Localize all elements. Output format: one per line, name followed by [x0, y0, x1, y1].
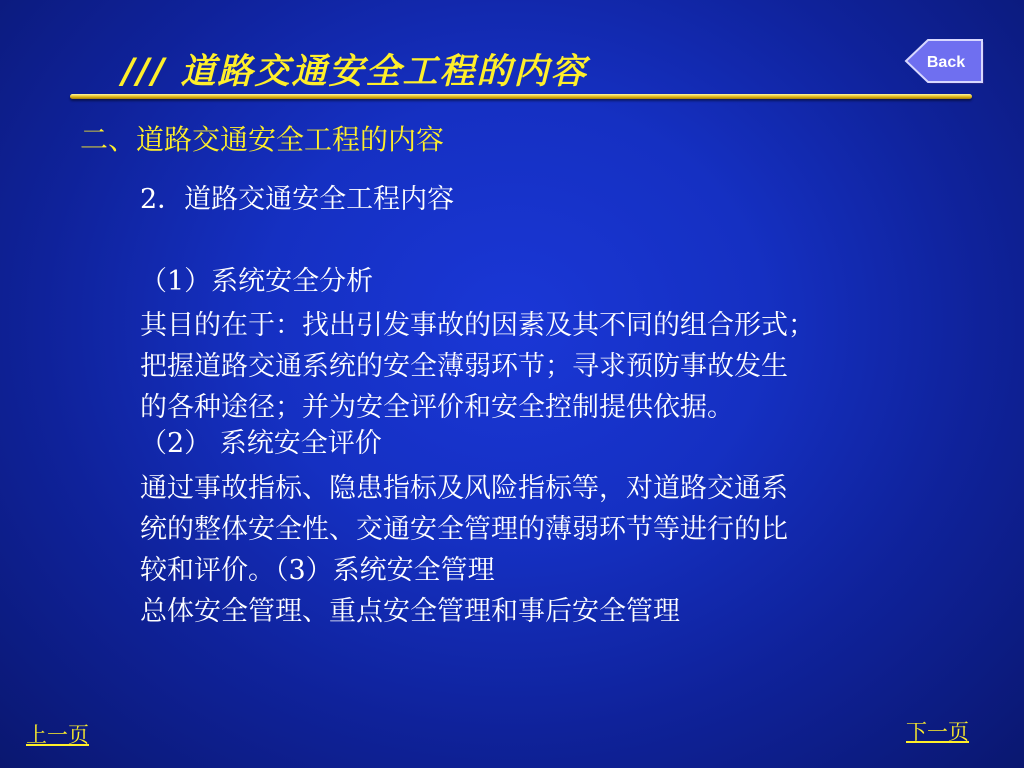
back-button-label: Back	[926, 54, 966, 71]
item2-title: （2） 系统安全评价	[140, 428, 382, 459]
item2-line: 较和评价。（3）系统安全管理	[140, 555, 495, 586]
item1-line: 的各种途径；并为安全评价和安全控制提供依据。	[140, 392, 734, 423]
title-divider	[70, 94, 972, 99]
item3-line: 总体安全管理、重点安全管理和事后安全管理	[140, 596, 680, 627]
item1-line: 把握道路交通系统的安全薄弱环节；寻求预防事故发生	[140, 351, 788, 382]
section-heading: 二、道路交通安全工程的内容	[80, 123, 445, 156]
item1-line: 其目的在于：找出引发事故的因素及其不同的组合形式；	[140, 310, 815, 341]
content-subheading: 2．道路交通安全工程内容	[140, 184, 455, 215]
item1-title: （1）系统安全分析	[140, 266, 374, 297]
back-button[interactable]	[904, 38, 984, 84]
prev-page-link[interactable]: 上一页	[26, 723, 89, 747]
item2-line: 通过事故指标、隐患指标及风险指标等，对道路交通系	[140, 473, 788, 504]
next-page-link[interactable]: 下一页	[906, 720, 969, 744]
item2-line: 统的整体安全性、交通安全管理的薄弱环节等进行的比	[140, 514, 788, 545]
slide-title: /// 道路交通安全工程的内容	[122, 52, 588, 92]
